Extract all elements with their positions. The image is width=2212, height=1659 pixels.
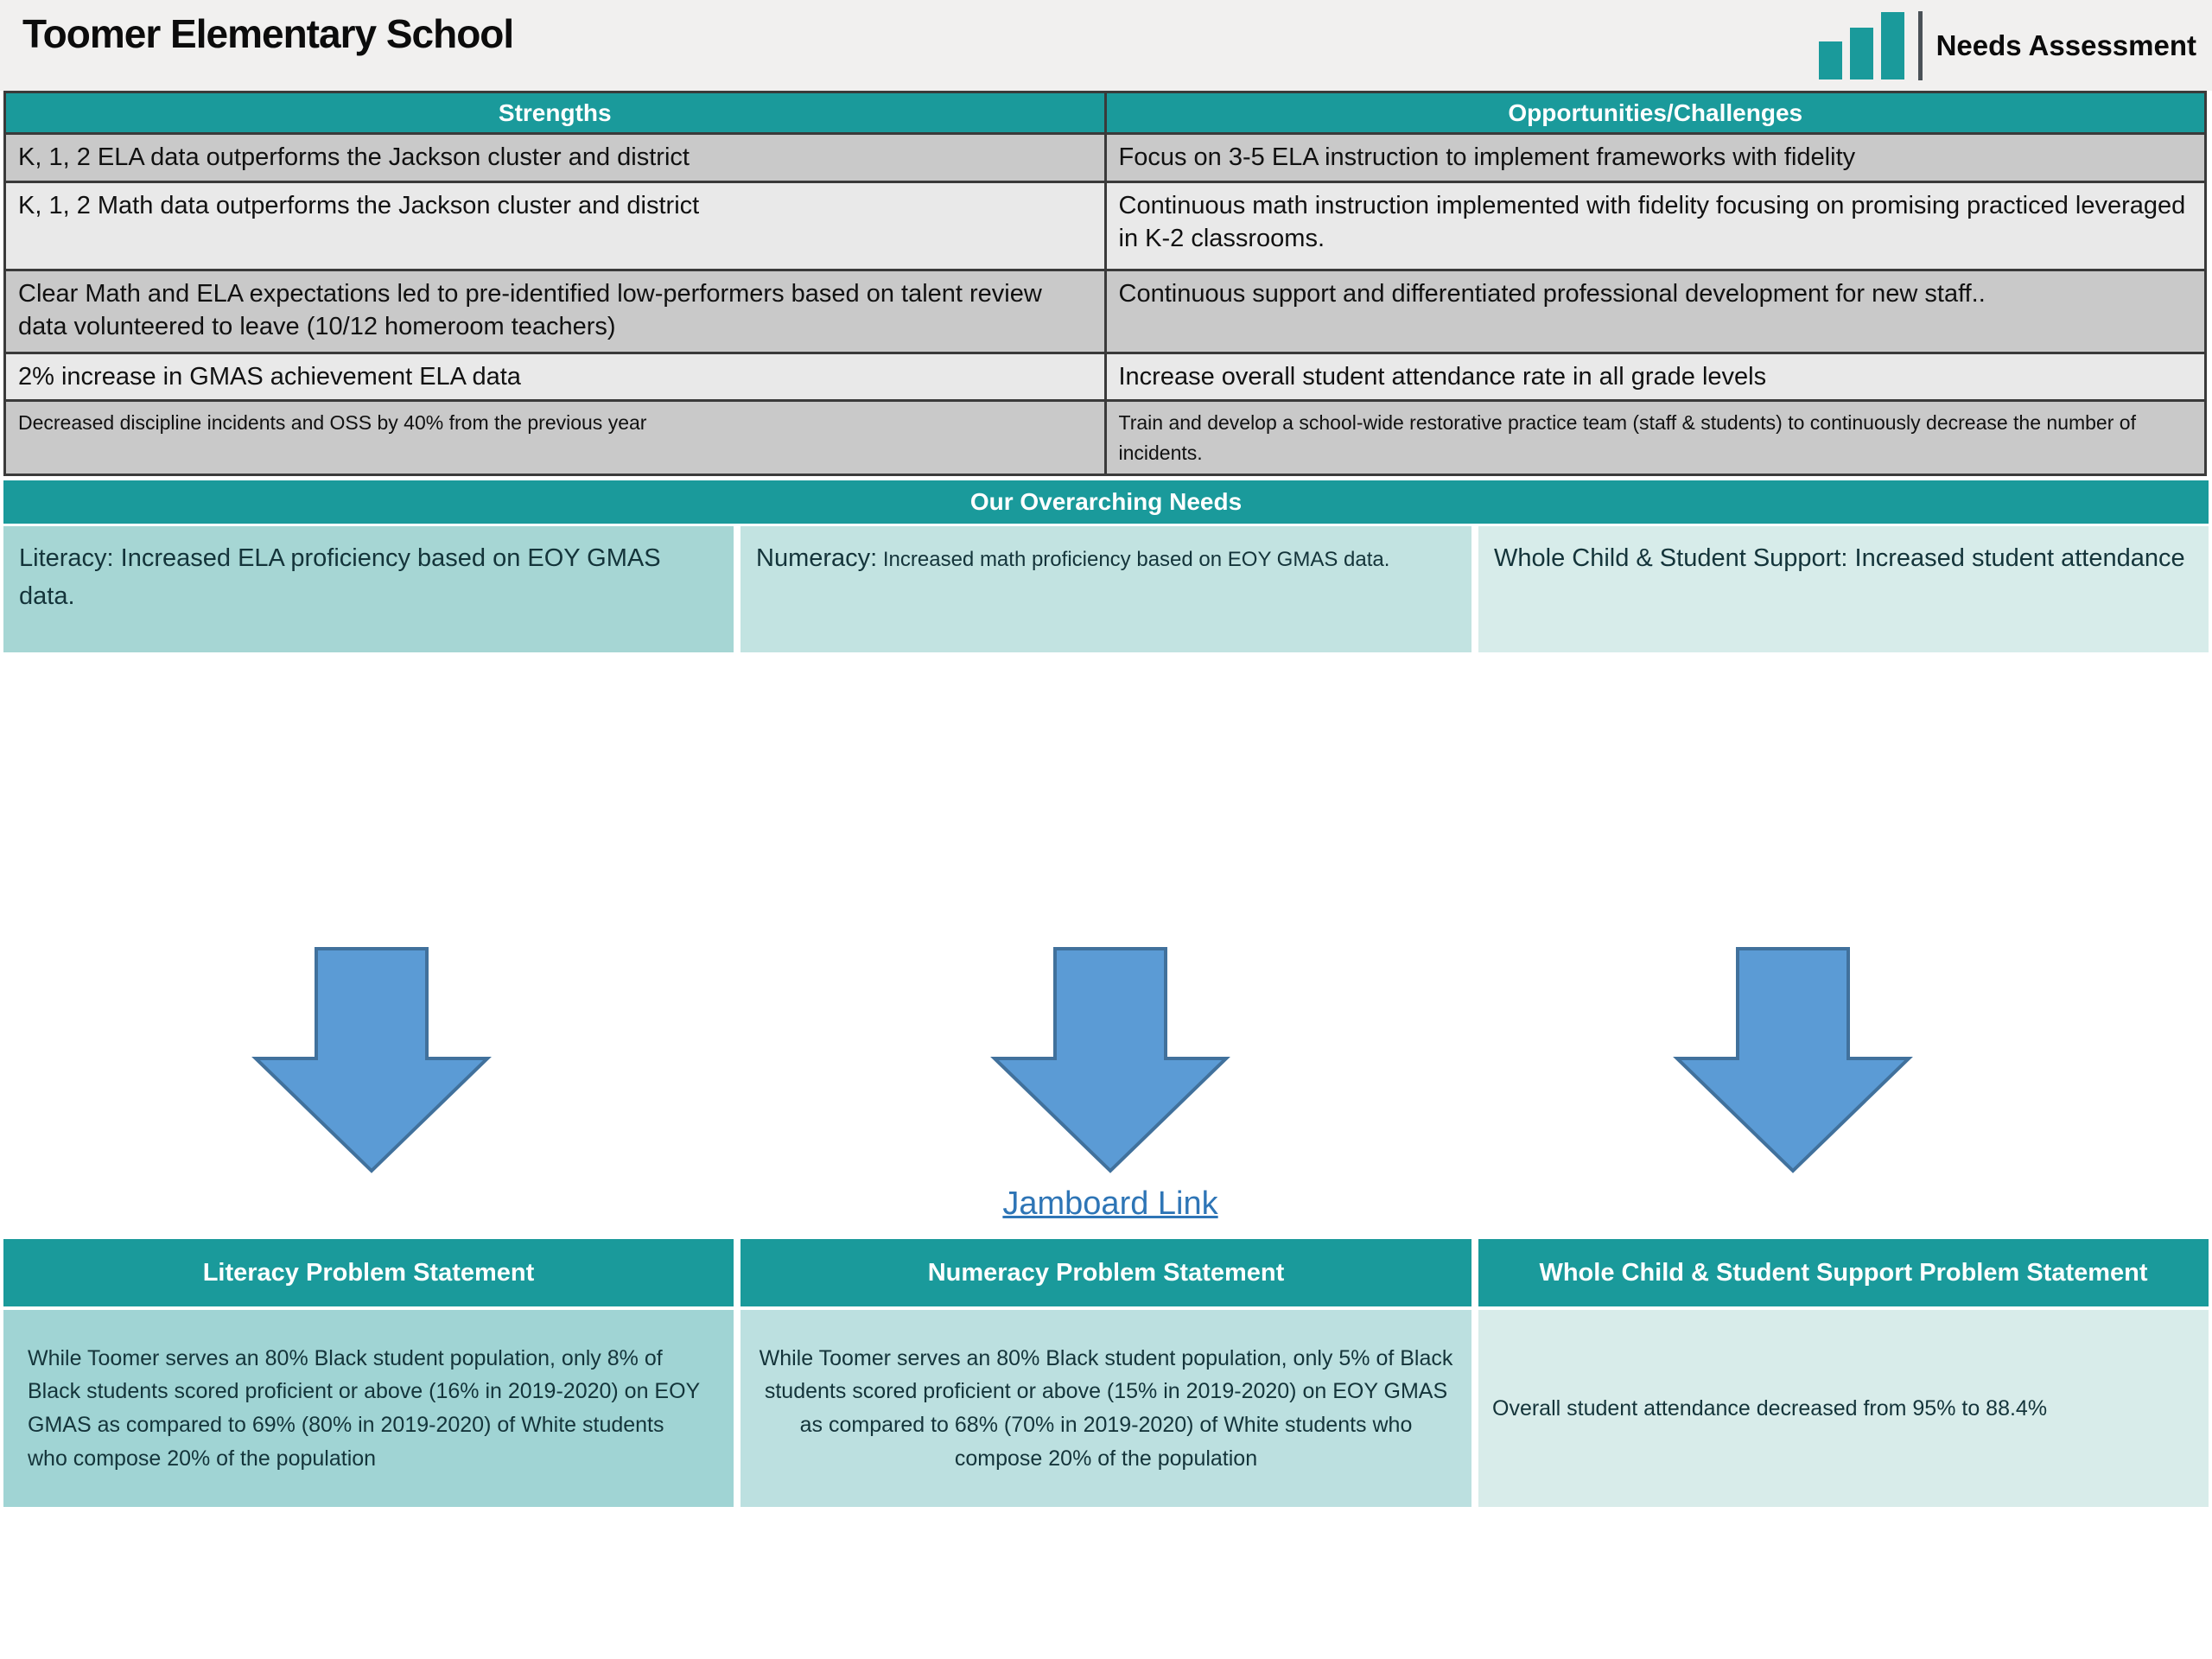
- literacy-problem-header: Literacy Problem Statement: [3, 1239, 734, 1306]
- brand-label: Needs Assessment: [1936, 29, 2196, 61]
- strengths-opportunities-table: [3, 91, 2207, 476]
- strength-cell: K, 1, 2 Math data outperforms the Jackson cluster and district: [5, 181, 1106, 270]
- strength-cell: Clear Math and ELA expectations led to pre-identified low-performers based on talent review data volunteered to leave (10/12 homeroom teachers): [5, 270, 1106, 353]
- jamboard-link-wrapper: [894, 1185, 1326, 1223]
- opportunity-cell: Continuous math instruction implemented with fidelity focusing on promising practiced leveraged in K-2 classrooms.: [1105, 181, 2206, 270]
- need-whole-child: [1478, 526, 2209, 652]
- strength-cell: K, 1, 2 ELA data outperforms the Jackson cluster and district: [5, 134, 1106, 182]
- jamboard-link[interactable]: Jamboard Link: [1002, 1185, 1218, 1222]
- numeracy-problem-body: [741, 1310, 1471, 1507]
- table-row: [5, 353, 2206, 401]
- need-text: Increased math proficiency based on EOY GMAS data.: [877, 548, 1390, 571]
- need-label: Literacy:: [19, 544, 114, 572]
- need-text: Increased student attendance: [1847, 544, 2185, 572]
- brand: [1819, 9, 2196, 83]
- brand-divider: [1918, 11, 1923, 80]
- need-literacy: [3, 526, 734, 652]
- need-label: Numeracy:: [756, 544, 878, 572]
- opportunity-cell: Increase overall student attendance rate in all grade levels: [1105, 353, 2206, 401]
- down-arrow-icon: [251, 946, 493, 1174]
- bar-chart-icon-bar: [1881, 12, 1904, 79]
- down-arrow-icon: [1672, 946, 1914, 1174]
- bar-chart-icon: [1819, 12, 1904, 79]
- whole-child-problem-header: Whole Child & Student Support Problem Statement: [1478, 1239, 2209, 1306]
- need-text: Increased ELA proficiency based on EOY GMAS data.: [19, 544, 661, 610]
- need-numeracy: [741, 526, 1471, 652]
- page-title: Toomer Elementary School: [22, 11, 514, 56]
- numeracy-problem-header: Numeracy Problem Statement: [741, 1239, 1471, 1306]
- literacy-problem-body: [3, 1310, 734, 1507]
- whole-child-problem-body: [1478, 1310, 2209, 1507]
- table-row: [5, 401, 2206, 475]
- overarching-needs-header: Our Overarching Needs: [3, 480, 2209, 524]
- table-row: [5, 270, 2206, 353]
- opportunity-cell: Continuous support and differentiated professional development for new staff..: [1105, 270, 2206, 353]
- table-row: [5, 134, 2206, 182]
- down-arrow-icon: [989, 946, 1231, 1174]
- column-header-opportunities: Opportunities/Challenges: [1105, 92, 2206, 134]
- problem-text: While Toomer serves an 80% Black student population, only 8% of Black students scored proficient or above (16% in 2019-2020) on EOY GMAS as compared to 69% (80% in 2019-2020) of White students who compose 20% of the population: [28, 1345, 700, 1471]
- column-header-strengths: Strengths: [5, 92, 1106, 134]
- problem-text: While Toomer serves an 80% Black student population, only 5% of Black students scored proficient or above (15% in 2019-2020) on EOY GMAS as compared to 68% (70% in 2019-2020) of White students who compose 20% of the population: [759, 1345, 1453, 1471]
- table-row: [5, 181, 2206, 270]
- bar-chart-icon-bar: [1850, 28, 1873, 79]
- strength-cell: 2% increase in GMAS achievement ELA data: [5, 353, 1106, 401]
- need-label: Whole Child & Student Support:: [1494, 544, 1848, 572]
- bar-chart-icon-bar: [1819, 41, 1842, 79]
- opportunity-cell: Train and develop a school-wide restorative practice team (staff & students) to continuously decrease the number of incidents.: [1105, 401, 2206, 475]
- strength-cell: Decreased discipline incidents and OSS by 40% from the previous year: [5, 401, 1106, 475]
- opportunity-cell: Focus on 3-5 ELA instruction to implement frameworks with fidelity: [1105, 134, 2206, 182]
- problem-text: Overall student attendance decreased from 95% to 88.4%: [1492, 1395, 2048, 1421]
